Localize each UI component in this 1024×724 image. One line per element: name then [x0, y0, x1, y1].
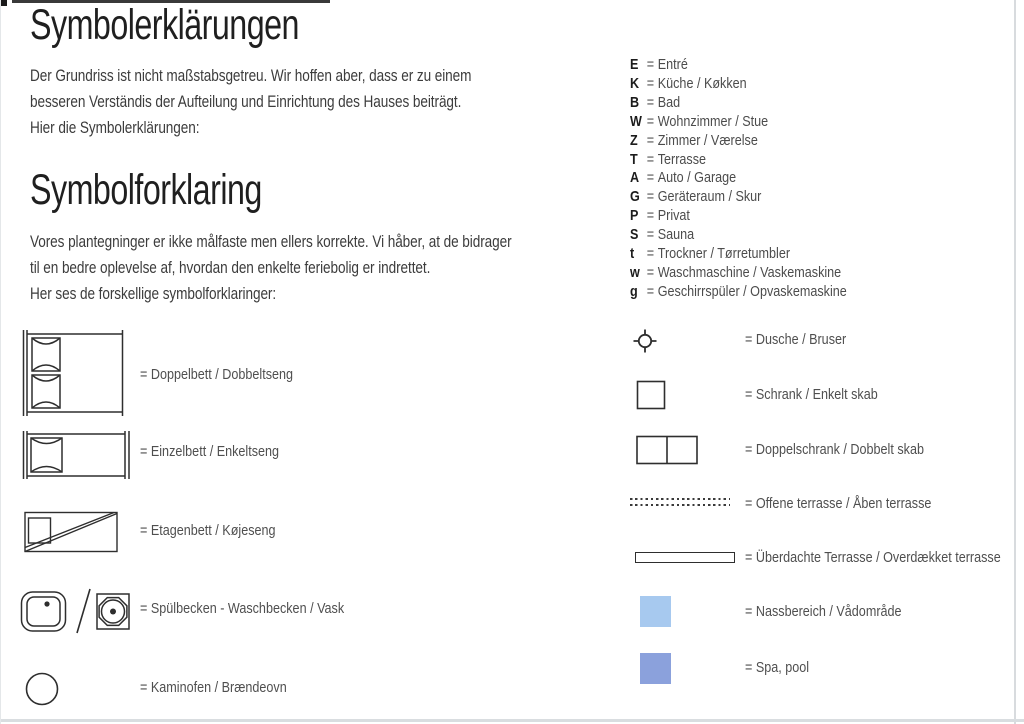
abbreviation-desc: Trockner / Tørretumbler: [657, 245, 791, 263]
wood-stove-icon: [24, 671, 60, 712]
abbreviation-letter: A: [630, 169, 640, 187]
symbol-label: = Überdachte Terrasse / Overdækket terrasse: [745, 549, 1001, 566]
abbreviation-letter: w: [630, 263, 640, 281]
abbreviation-desc: Auto / Garage: [657, 169, 737, 187]
equals-sign: =: [646, 207, 655, 225]
equals-sign: =: [646, 169, 655, 187]
symbol-label: = Doppelbett / Dobbeltseng: [140, 366, 294, 383]
equals-sign: =: [646, 150, 655, 168]
abbreviation-letter: W: [630, 112, 642, 130]
equals-sign: =: [646, 188, 655, 206]
symbol-label: = Nassbereich / Vådområde: [745, 603, 902, 620]
abbreviation-desc: Bad: [657, 93, 681, 111]
abbreviation-row: [630, 245, 847, 264]
abbreviation-desc: Wohnzimmer / Stue: [657, 112, 769, 130]
equals-sign: =: [646, 263, 655, 281]
abbreviation-row: [630, 264, 847, 283]
intro-paragraph-german: [30, 63, 582, 141]
single-cabinet-icon: [636, 380, 666, 415]
abbreviation-desc: Privat: [657, 207, 690, 225]
symbol-label: = Dusche / Bruser: [745, 331, 847, 348]
abbreviation-row: [630, 75, 847, 94]
abbreviation-desc: Entré: [657, 56, 688, 73]
scan-artifact-corner: [0, 0, 7, 6]
equals-sign: =: [646, 93, 655, 111]
symbol-label: = Schrank / Enkelt skab: [745, 386, 878, 403]
double-cabinet-icon: [636, 435, 698, 470]
abbreviation-row: [630, 56, 847, 75]
abbreviation-letter: P: [630, 207, 639, 225]
bunk-bed-icon: [24, 511, 118, 558]
abbreviation-letter: G: [630, 188, 640, 206]
paragraph-line: Vores plantegninger er ikke målfaste men ellers korrekte. Vi håber, at de bidrager: [30, 232, 512, 251]
abbreviation-row: [630, 151, 847, 170]
abbreviation-row: [630, 132, 847, 151]
paragraph-line: Hier die Symbolerklärungen:: [30, 118, 200, 137]
shower-icon: [632, 328, 658, 359]
equals-sign: =: [646, 226, 655, 244]
abbreviation-desc: Sauna: [657, 226, 695, 244]
abbreviation-desc: Terrasse: [657, 150, 707, 168]
spa-pool-icon: [640, 653, 671, 684]
abbreviation-letter: K: [630, 74, 640, 92]
single-bed-icon: [22, 430, 134, 485]
page-title-german: Symbolerklärungen: [30, 1, 299, 49]
intro-paragraph-danish: [30, 229, 632, 307]
symbol-label: = Einzelbett / Enkeltseng: [140, 443, 280, 460]
abbreviation-desc: Waschmaschine / Vaskemaskine: [657, 263, 842, 281]
equals-sign: =: [646, 74, 655, 92]
double-bed-icon: [22, 329, 128, 422]
equals-sign: =: [646, 131, 655, 149]
abbreviation-letter: t: [630, 245, 635, 263]
abbreviation-letter: B: [630, 93, 640, 111]
symbol-label: = Offene terrasse / Åben terrasse: [745, 495, 932, 512]
symbol-label: = Spa, pool: [745, 659, 810, 676]
scan-edge-bottom: [0, 719, 1024, 722]
abbreviation-desc: Geräteraum / Skur: [657, 188, 762, 206]
paragraph-line: Der Grundriss ist nicht maßstabsgetreu. Wir hoffen aber, dass er zu einem: [30, 66, 472, 85]
sink-washbasin-icon: [20, 586, 130, 641]
abbreviation-letter: g: [630, 282, 638, 300]
abbreviation-row: [630, 283, 847, 302]
abbreviation-desc: Geschirrspüler / Opvaskemaskine: [657, 282, 847, 300]
abbreviation-letter: T: [630, 150, 638, 168]
paragraph-line: til en bedre oplevelse af, hvordan den enkelte feriebolig er indrettet.: [30, 258, 431, 277]
open-terrace-icon: [630, 498, 730, 508]
equals-sign: =: [646, 112, 655, 130]
symbol-label: = Kaminofen / Brændeovn: [140, 679, 287, 696]
scan-edge-left: [0, 0, 1, 724]
symbol-label: = Doppelschrank / Dobbelt skab: [745, 441, 924, 458]
dotted-line: [630, 498, 730, 500]
symbol-label: = Etagenbett / Køjeseng: [140, 522, 276, 539]
abbreviation-letter: E: [630, 56, 639, 73]
abbreviation-row: [630, 113, 847, 132]
paragraph-line: besseren Verständis der Aufteilung und Einrichtung des Hauses beiträgt.: [30, 92, 462, 111]
symbol-label: = Spülbecken - Waschbecken / Vask: [140, 600, 345, 617]
abbreviation-letter: S: [630, 226, 639, 244]
abbreviation-letter: Z: [630, 131, 638, 149]
equals-sign: =: [646, 282, 655, 300]
abbreviation-desc: Zimmer / Værelse: [657, 131, 758, 149]
equals-sign: =: [646, 56, 655, 73]
abbreviation-row: [630, 226, 847, 245]
abbreviation-desc: Küche / Køkken: [657, 74, 747, 92]
abbreviation-row: [630, 94, 847, 113]
paragraph-line: Her ses de forskellige symbolforklaringer:: [30, 284, 277, 303]
dotted-line: [630, 504, 730, 506]
equals-sign: =: [646, 245, 655, 263]
abbreviation-row: [630, 207, 847, 226]
scan-edge-right: [1014, 0, 1016, 724]
abbreviation-row: [630, 169, 847, 188]
covered-terrace-icon: [635, 552, 735, 563]
room-abbreviation-list: [630, 56, 847, 302]
abbreviation-row: [630, 188, 847, 207]
page-title-danish: Symbolforklaring: [30, 166, 262, 214]
wet-area-icon: [640, 596, 671, 627]
